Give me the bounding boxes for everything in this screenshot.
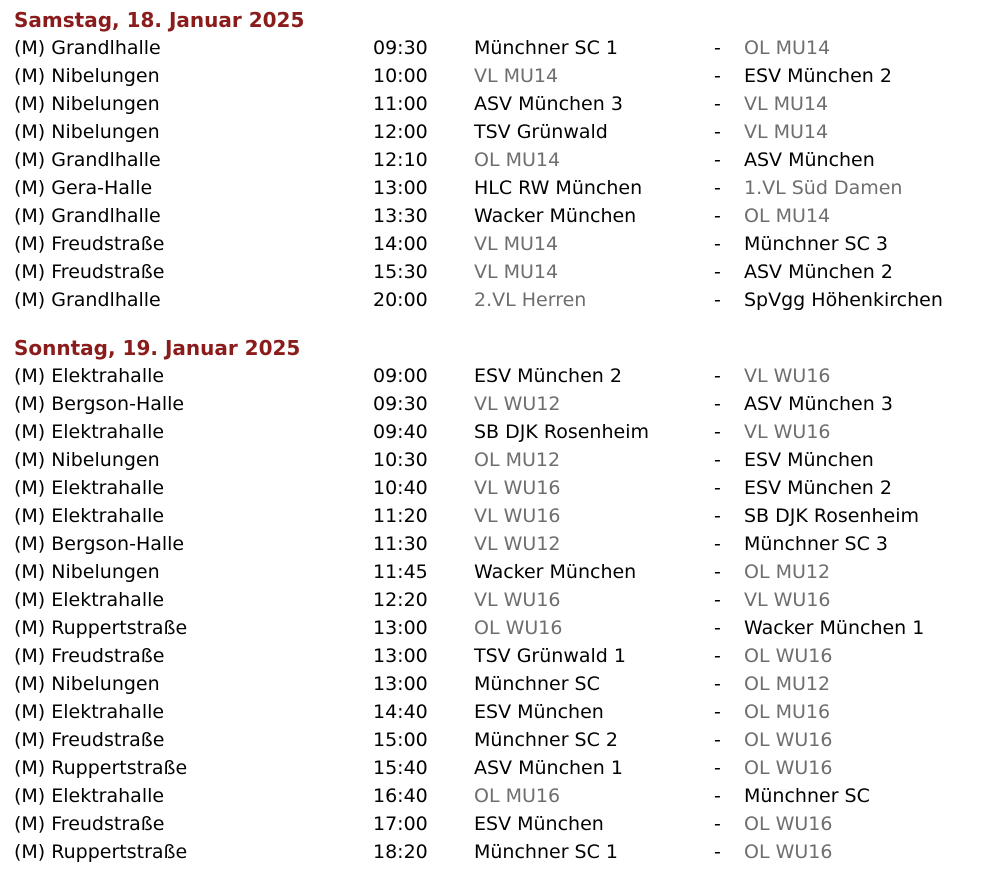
home-team: SB DJK Rosenheim: [474, 421, 649, 443]
day-heading: Sonntag, 19. Januar 2025: [14, 336, 301, 360]
home-team: VL WU16: [474, 477, 561, 499]
game-time: 20:00: [373, 289, 428, 311]
game-row: [14, 474, 984, 502]
game-row: [14, 782, 984, 810]
home-team: VL MU14: [474, 261, 559, 283]
match-separator: -: [714, 233, 721, 255]
away-team: ASV München: [744, 149, 875, 171]
match-separator: -: [714, 177, 721, 199]
game-venue: (M) Nibelungen: [14, 121, 160, 143]
home-team: Wacker München: [474, 561, 637, 583]
match-separator: -: [714, 477, 721, 499]
home-team: VL MU14: [474, 65, 559, 87]
game-row: [14, 670, 984, 698]
game-row: [14, 174, 984, 202]
game-row: [14, 726, 984, 754]
game-time: 09:30: [373, 37, 428, 59]
away-team: VL WU16: [744, 365, 831, 387]
game-time: 10:00: [373, 65, 428, 87]
home-team: TSV Grünwald 1: [474, 645, 626, 667]
away-team: OL MU12: [744, 673, 831, 695]
game-time: 10:30: [373, 449, 428, 471]
game-venue: (M) Elektrahalle: [14, 589, 165, 611]
schedule: [14, 6, 984, 866]
game-row: [14, 118, 984, 146]
away-team: ESV München: [744, 449, 874, 471]
match-separator: -: [714, 589, 721, 611]
game-row: [14, 754, 984, 782]
away-team: Wacker München 1: [744, 617, 925, 639]
game-venue: (M) Gera-Halle: [14, 177, 153, 199]
home-team: VL WU16: [474, 589, 561, 611]
game-time: 10:40: [373, 477, 428, 499]
match-separator: -: [714, 37, 721, 59]
game-row: [14, 446, 984, 474]
game-venue: (M) Freudstraße: [14, 233, 165, 255]
game-venue: (M) Nibelungen: [14, 65, 160, 87]
game-time: 17:00: [373, 813, 428, 835]
match-separator: -: [714, 757, 721, 779]
away-team: ASV München 2: [744, 261, 893, 283]
home-team: OL MU14: [474, 149, 561, 171]
away-team: OL WU16: [744, 757, 833, 779]
away-team: SB DJK Rosenheim: [744, 505, 919, 527]
game-venue: (M) Elektrahalle: [14, 785, 165, 807]
game-time: 13:00: [373, 673, 428, 695]
game-time: 09:30: [373, 393, 428, 415]
game-venue: (M) Nibelungen: [14, 449, 160, 471]
game-row: [14, 558, 984, 586]
home-team: TSV Grünwald: [474, 121, 608, 143]
away-team: OL WU16: [744, 813, 833, 835]
away-team: OL MU12: [744, 561, 831, 583]
game-time: 11:20: [373, 505, 428, 527]
home-team: ASV München 3: [474, 93, 623, 115]
match-separator: -: [714, 93, 721, 115]
away-team: VL MU14: [744, 121, 829, 143]
match-separator: -: [714, 205, 721, 227]
home-team: Wacker München: [474, 205, 637, 227]
away-team: OL MU14: [744, 205, 831, 227]
game-venue: (M) Nibelungen: [14, 93, 160, 115]
game-venue: (M) Elektrahalle: [14, 505, 165, 527]
away-team: OL MU14: [744, 37, 831, 59]
home-team: VL WU16: [474, 505, 561, 527]
day-section: [14, 6, 984, 314]
game-time: 11:45: [373, 561, 428, 583]
home-team: HLC RW München: [474, 177, 643, 199]
game-venue: (M) Ruppertstraße: [14, 617, 188, 639]
away-team: ESV München 2: [744, 477, 892, 499]
game-time: 13:00: [373, 617, 428, 639]
match-separator: -: [714, 421, 721, 443]
match-separator: -: [714, 701, 721, 723]
away-team: VL WU16: [744, 421, 831, 443]
match-separator: -: [714, 65, 721, 87]
home-team: ESV München: [474, 813, 604, 835]
away-team: ESV München 2: [744, 65, 892, 87]
home-team: 2.VL Herren: [474, 289, 587, 311]
game-time: 15:30: [373, 261, 428, 283]
game-venue: (M) Elektrahalle: [14, 365, 165, 387]
game-venue: (M) Freudstraße: [14, 261, 165, 283]
game-time: 18:20: [373, 841, 428, 863]
game-time: 12:10: [373, 149, 428, 171]
away-team: ASV München 3: [744, 393, 893, 415]
away-team: OL WU16: [744, 645, 833, 667]
game-venue: (M) Elektrahalle: [14, 701, 165, 723]
home-team: OL MU16: [474, 785, 561, 807]
away-team: OL WU16: [744, 841, 833, 863]
game-time: 12:00: [373, 121, 428, 143]
game-venue: (M) Grandlhalle: [14, 205, 161, 227]
game-row: [14, 90, 984, 118]
home-team: VL WU12: [474, 533, 561, 555]
game-time: 13:00: [373, 177, 428, 199]
game-time: 09:40: [373, 421, 428, 443]
game-venue: (M) Ruppertstraße: [14, 757, 188, 779]
home-team: Münchner SC 1: [474, 841, 619, 863]
match-separator: -: [714, 617, 721, 639]
match-separator: -: [714, 261, 721, 283]
home-team: OL MU12: [474, 449, 561, 471]
home-team: Münchner SC 1: [474, 37, 619, 59]
game-venue: (M) Elektrahalle: [14, 421, 165, 443]
game-row: [14, 34, 984, 62]
game-time: 12:20: [373, 589, 428, 611]
away-team: VL MU14: [744, 93, 829, 115]
away-team: Münchner SC 3: [744, 533, 889, 555]
match-separator: -: [714, 289, 721, 311]
game-time: 16:40: [373, 785, 428, 807]
away-team: OL WU16: [744, 729, 833, 751]
game-time: 14:00: [373, 233, 428, 255]
game-time: 11:30: [373, 533, 428, 555]
game-venue: (M) Ruppertstraße: [14, 841, 188, 863]
game-row: [14, 502, 984, 530]
game-row: [14, 286, 984, 314]
game-row: [14, 230, 984, 258]
game-time: 13:30: [373, 205, 428, 227]
game-row: [14, 614, 984, 642]
game-row: [14, 258, 984, 286]
game-row: [14, 642, 984, 670]
match-separator: -: [714, 505, 721, 527]
game-venue: (M) Nibelungen: [14, 673, 160, 695]
game-time: 09:00: [373, 365, 428, 387]
match-separator: -: [714, 841, 721, 863]
home-team: ESV München: [474, 701, 604, 723]
game-row: [14, 418, 984, 446]
away-team: 1.VL Süd Damen: [744, 177, 903, 199]
game-venue: (M) Nibelungen: [14, 561, 160, 583]
game-venue: (M) Elektrahalle: [14, 477, 165, 499]
match-separator: -: [714, 785, 721, 807]
match-separator: -: [714, 813, 721, 835]
game-venue: (M) Freudstraße: [14, 813, 165, 835]
match-separator: -: [714, 149, 721, 171]
game-venue: (M) Freudstraße: [14, 645, 165, 667]
home-team: Münchner SC 2: [474, 729, 619, 751]
game-row: [14, 586, 984, 614]
day-section: [14, 334, 984, 866]
game-row: [14, 698, 984, 726]
match-separator: -: [714, 449, 721, 471]
game-row: [14, 390, 984, 418]
game-venue: (M) Grandlhalle: [14, 37, 161, 59]
game-row: [14, 530, 984, 558]
game-row: [14, 202, 984, 230]
match-separator: -: [714, 729, 721, 751]
game-time: 15:00: [373, 729, 428, 751]
game-row: [14, 810, 984, 838]
match-separator: -: [714, 645, 721, 667]
game-venue: (M) Grandlhalle: [14, 289, 161, 311]
match-separator: -: [714, 121, 721, 143]
game-row: [14, 362, 984, 390]
game-venue: (M) Grandlhalle: [14, 149, 161, 171]
game-row: [14, 62, 984, 90]
day-heading: Samstag, 18. Januar 2025: [14, 8, 305, 32]
away-team: Münchner SC 3: [744, 233, 889, 255]
game-time: 15:40: [373, 757, 428, 779]
match-separator: -: [714, 561, 721, 583]
game-time: 14:40: [373, 701, 428, 723]
game-venue: (M) Freudstraße: [14, 729, 165, 751]
game-row: [14, 838, 984, 866]
home-team: ESV München 2: [474, 365, 622, 387]
away-team: OL MU16: [744, 701, 831, 723]
match-separator: -: [714, 365, 721, 387]
home-team: VL MU14: [474, 233, 559, 255]
home-team: VL WU12: [474, 393, 561, 415]
away-team: VL WU16: [744, 589, 831, 611]
match-separator: -: [714, 533, 721, 555]
game-row: [14, 146, 984, 174]
home-team: Münchner SC: [474, 673, 600, 695]
match-separator: -: [714, 673, 721, 695]
home-team: OL WU16: [474, 617, 563, 639]
away-team: Münchner SC: [744, 785, 870, 807]
home-team: ASV München 1: [474, 757, 623, 779]
game-time: 11:00: [373, 93, 428, 115]
game-venue: (M) Bergson-Halle: [14, 533, 185, 555]
game-time: 13:00: [373, 645, 428, 667]
away-team: SpVgg Höhenkirchen: [744, 289, 943, 311]
match-separator: -: [714, 393, 721, 415]
game-venue: (M) Bergson-Halle: [14, 393, 185, 415]
